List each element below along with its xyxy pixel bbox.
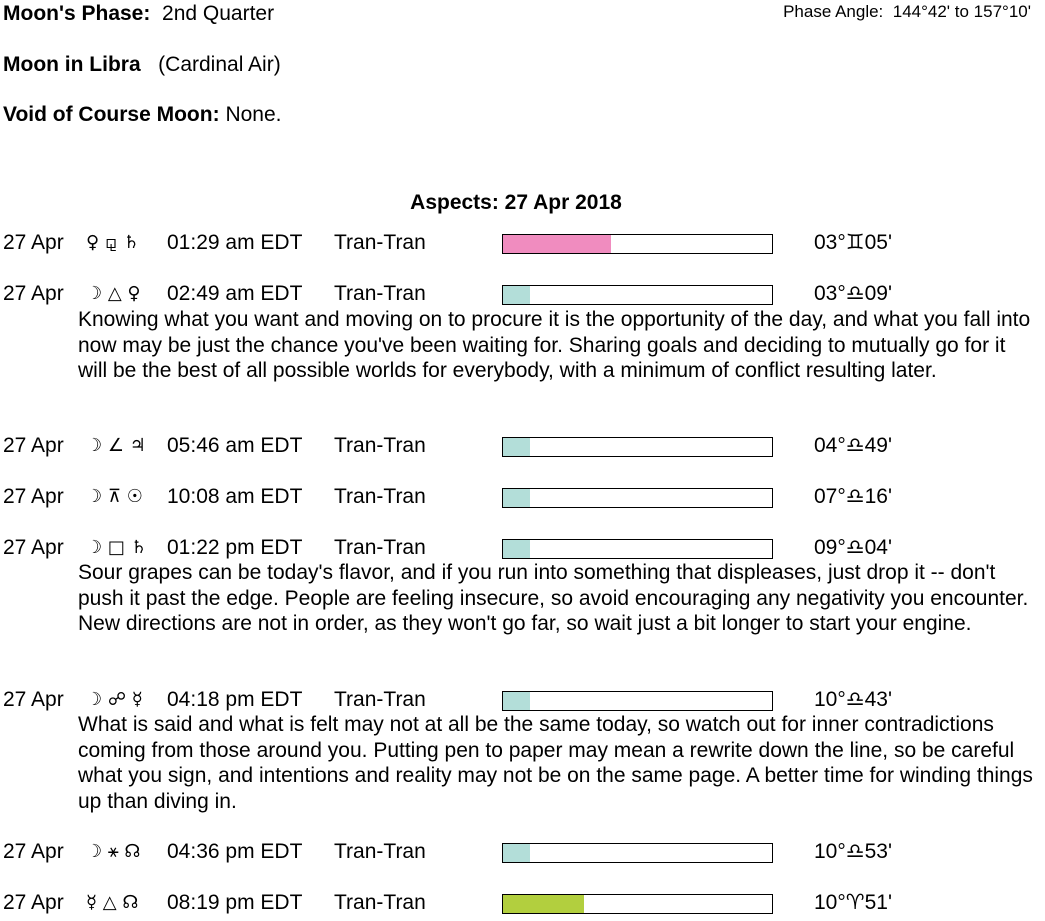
aspect-position: 03°♎09'	[814, 282, 892, 305]
void-of-course-line	[3, 103, 281, 127]
aspect-time: 01:29 am EDT	[167, 231, 303, 254]
aspect-type: Tran-Tran	[334, 688, 426, 711]
aspect-interpretation: Knowing what you want and moving on to procure it is the opportunity of the day, and what you fall into now may be just the chance you've been waiting for. Sharing goals and deciding to mutually go for it will be the best of all possible worlds for everybody, with a minimum of conflict resulting later.	[78, 308, 1031, 382]
aspect-position: 04°♎49'	[814, 434, 892, 457]
aspect-type: Tran-Tran	[334, 536, 426, 559]
phase-angle-value: 144°42' to 157°10'	[892, 2, 1031, 21]
moon-sign-line	[3, 53, 281, 77]
aspect-row	[0, 433, 1045, 459]
aspect-position: 07°♎16'	[814, 485, 892, 508]
aspect-glyphs: ☽ △ ♀	[86, 283, 141, 304]
aspect-type: Tran-Tran	[334, 434, 426, 457]
strength-bar	[502, 285, 773, 305]
moon-phase-value: 2nd Quarter	[162, 2, 275, 25]
strength-bar-fill	[503, 489, 530, 507]
aspect-glyphs: ☽ ☍ ☿	[86, 689, 143, 710]
strength-bar	[502, 539, 773, 559]
void-of-course-label: Void of Course Moon:	[3, 103, 220, 126]
aspect-type: Tran-Tran	[334, 282, 426, 305]
aspect-date: 27 Apr	[3, 891, 64, 914]
aspect-row	[0, 839, 1045, 865]
strength-bar	[502, 488, 773, 508]
aspect-time: 04:36 pm EDT	[167, 840, 303, 863]
phase-angle-line	[783, 2, 1031, 22]
strength-bar-fill	[503, 895, 584, 913]
aspect-date: 27 Apr	[3, 688, 64, 711]
aspect-time: 01:22 pm EDT	[167, 536, 303, 559]
phase-angle-label: Phase Angle:	[783, 2, 884, 21]
moon-sign-element: (Cardinal Air)	[158, 53, 281, 76]
aspect-time: 02:49 am EDT	[167, 282, 303, 305]
aspect-position: 10°♈51'	[814, 891, 892, 914]
aspect-row	[0, 281, 1045, 307]
aspect-interpretation: Sour grapes can be today's flavor, and if you run into something that displeases, just drop it -- don't push it past the edge. People are feeling insecure, so avoid encouraging any negativity you encounter. New directions are not in order, as they won't go far, so wait just a bit longer to start your engine.	[78, 561, 1029, 635]
aspect-date: 27 Apr	[3, 840, 64, 863]
strength-bar-fill	[503, 438, 530, 456]
aspect-glyphs: ☽ ⚹ ☊	[86, 841, 141, 862]
aspect-type: Tran-Tran	[334, 231, 426, 254]
aspect-time: 05:46 am EDT	[167, 434, 303, 457]
aspect-date: 27 Apr	[3, 231, 64, 254]
aspect-interpretation: What is said and what is felt may not at all be the same today, so watch out for inner contradictions coming from those around you. Putting pen to paper may mean a rewrite down the line, so be careful what you sign, and intentions and reality may not be on the same page. A better time for winding things up than diving in.	[78, 713, 1033, 813]
aspect-date: 27 Apr	[3, 536, 64, 559]
strength-bar-fill	[503, 235, 611, 253]
aspect-row	[0, 890, 1045, 916]
aspect-time: 04:18 pm EDT	[167, 688, 303, 711]
aspect-position: 10°♎53'	[814, 840, 892, 863]
aspect-position: 09°♎04'	[814, 536, 892, 559]
aspect-row	[0, 687, 1045, 713]
aspect-position: 03°♊05'	[814, 231, 892, 254]
strength-bar-fill	[503, 286, 530, 304]
aspect-row	[0, 230, 1045, 256]
aspects-title: Aspects: 27 Apr 2018	[410, 191, 622, 214]
strength-bar	[502, 843, 773, 863]
moon-phase-label: Moon's Phase:	[3, 2, 151, 25]
aspect-position: 10°♎43'	[814, 688, 892, 711]
strength-bar	[502, 234, 773, 254]
strength-bar	[502, 691, 773, 711]
aspect-glyphs: ☽ ∠ ♃	[86, 435, 146, 456]
strength-bar	[502, 894, 773, 914]
aspect-glyphs: ♀ ⚼ ♄	[86, 232, 140, 253]
aspect-date: 27 Apr	[3, 434, 64, 457]
aspect-glyphs: ☽ ⊼ ☉	[86, 486, 143, 507]
aspect-time: 10:08 am EDT	[167, 485, 303, 508]
strength-bar-fill	[503, 540, 530, 558]
aspect-date: 27 Apr	[3, 282, 64, 305]
strength-bar-fill	[503, 844, 530, 862]
aspect-type: Tran-Tran	[334, 485, 426, 508]
aspect-row	[0, 535, 1045, 561]
strength-bar-fill	[503, 692, 530, 710]
moon-phase-line	[3, 2, 274, 26]
strength-bar	[502, 437, 773, 457]
aspect-glyphs: ☽ □ ♄	[86, 537, 147, 558]
moon-sign-label: Moon in Libra	[3, 53, 141, 76]
void-of-course-value: None.	[225, 103, 282, 126]
aspect-type: Tran-Tran	[334, 891, 426, 914]
aspect-row	[0, 484, 1045, 510]
aspect-date: 27 Apr	[3, 485, 64, 508]
aspect-glyphs: ☿ △ ☊	[86, 892, 139, 913]
aspect-time: 08:19 pm EDT	[167, 891, 303, 914]
aspect-type: Tran-Tran	[334, 840, 426, 863]
